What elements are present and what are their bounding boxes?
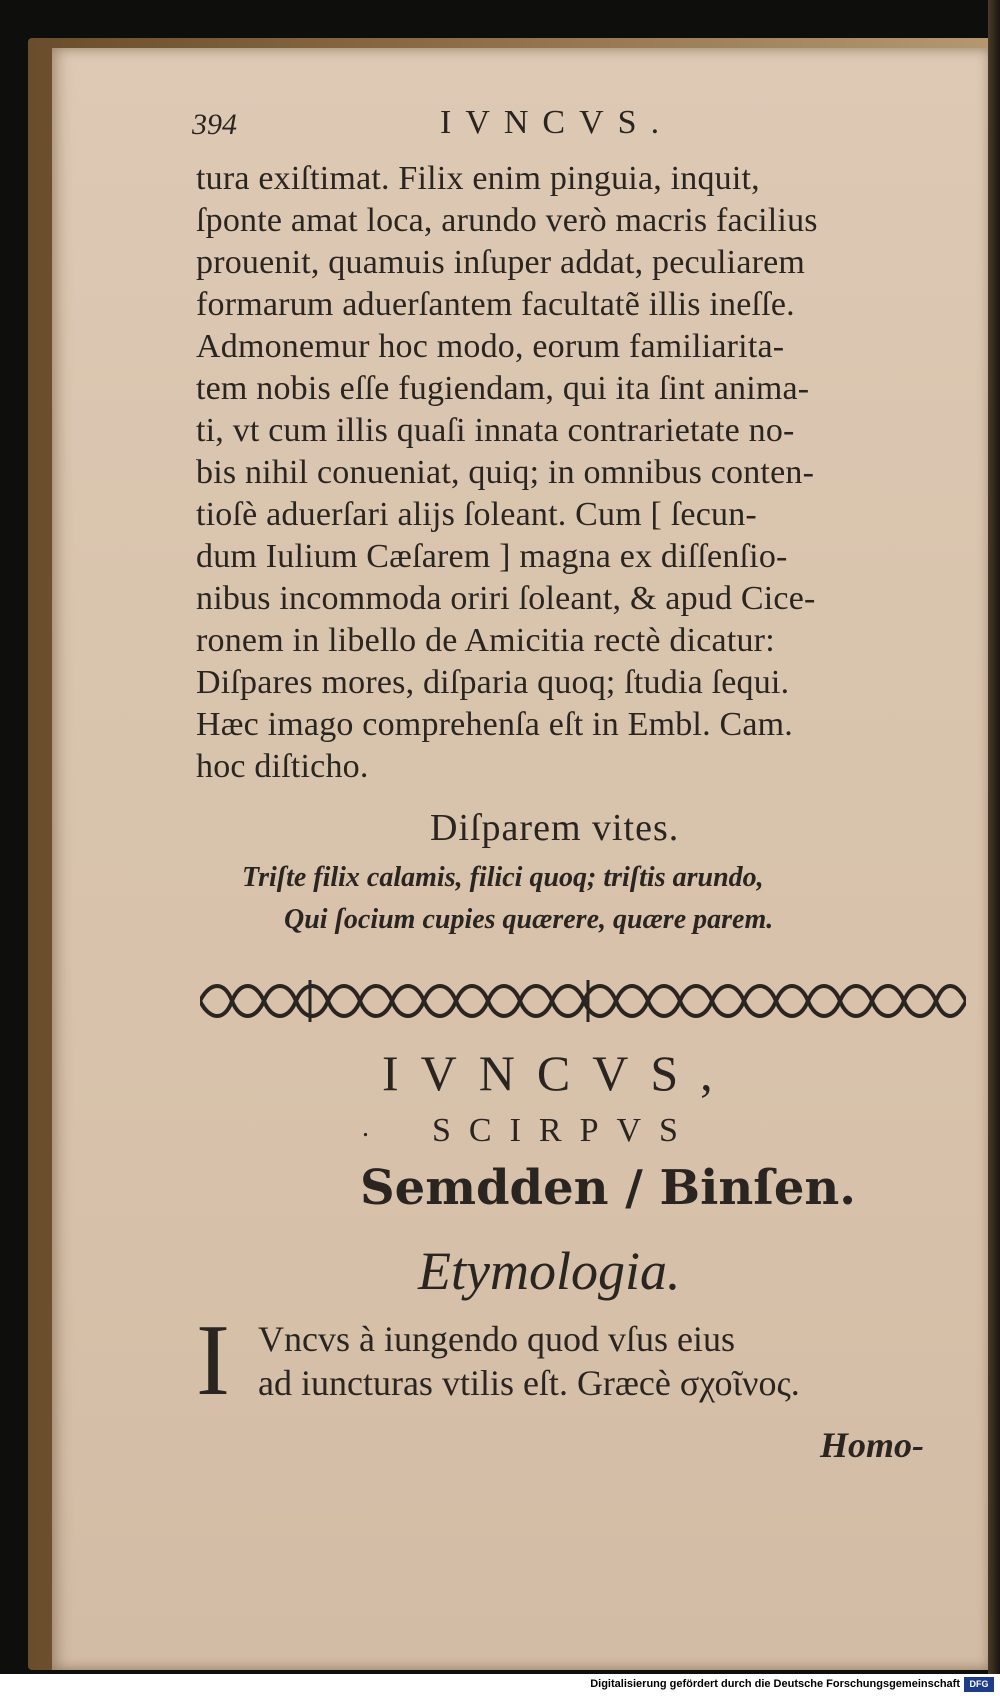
dfg-logo-icon: DFG [964, 1677, 994, 1692]
body-line: ti, vt cum illis quaſi innata contrarietate no- [196, 412, 795, 449]
subtitle-dot: . [362, 1112, 369, 1143]
section-subtitle: SCIRPVS [432, 1112, 696, 1149]
body-line: Hæc imago comprehenſa eſt in Embl. Cam. [196, 706, 793, 743]
drop-cap: I [196, 1304, 230, 1417]
body-line: Admonemur hoc modo, eorum familiarita- [196, 328, 785, 365]
body-line: formarum aduerſantem facultatẽ illis ineſſe. [196, 286, 795, 323]
body-line: tem nobis eſſe fugiendam, qui ita ſint anima- [196, 370, 810, 407]
etymology-line: ad iuncturas vtilis eſt. Græcè σχοῖνος. [258, 1363, 800, 1403]
body-line: tura exiſtimat. Filix enim pinguia, inquit, [196, 160, 760, 197]
section-title: IVNCVS, [382, 1045, 735, 1101]
body-line: bis nihil conueniat, quiq; in omnibus conten- [196, 454, 815, 491]
body-line: nibus incommoda oriri ſoleant, & apud Cice- [196, 580, 816, 617]
footer-bar [0, 1674, 1000, 1696]
body-line: prouenit, quamuis inſuper addat, peculiarem [196, 244, 806, 281]
body-line: Diſpares mores, diſparia quoq; ſtudia ſequi. [196, 664, 790, 701]
body-line: ſponte amat loca, arundo verò macris facilius [196, 202, 818, 239]
verse-line-2: Qui ſocium cupies quærere, quære parem. [284, 904, 774, 935]
etymology-line: Vncvs à iungendo quod vſus eius [258, 1319, 735, 1359]
body-text [196, 158, 966, 788]
body-line: hoc diſticho. [196, 748, 369, 785]
catchword: Homo- [820, 1425, 924, 1465]
body-line: dum Iulium Cæſarem ] magna ex diſſenſio- [196, 538, 788, 575]
right-page-edge [988, 0, 1000, 1674]
body-line: ronem in libello de Amicitia rectè dicatur: [196, 622, 775, 659]
german-title: Semdden / Binſen. [360, 1160, 857, 1216]
emblem-subtitle: Diſparem vites. [430, 807, 680, 849]
verse-line-1: Triſte filix calamis, filici quoq; triſtis arundo, [242, 862, 764, 893]
page-number: 394 [192, 108, 237, 141]
running-title: IVNCVS. [440, 104, 674, 141]
body-line: tioſè aduerſari alijs ſoleant. Cum [ ſecun- [196, 496, 757, 533]
ornament-band-icon [200, 976, 966, 1026]
etymology-heading: Etymologia. [418, 1241, 681, 1301]
footer-credit: Digitalisierung gefördert durch die Deutsche Forschungsgemeinschaft [590, 1678, 960, 1690]
